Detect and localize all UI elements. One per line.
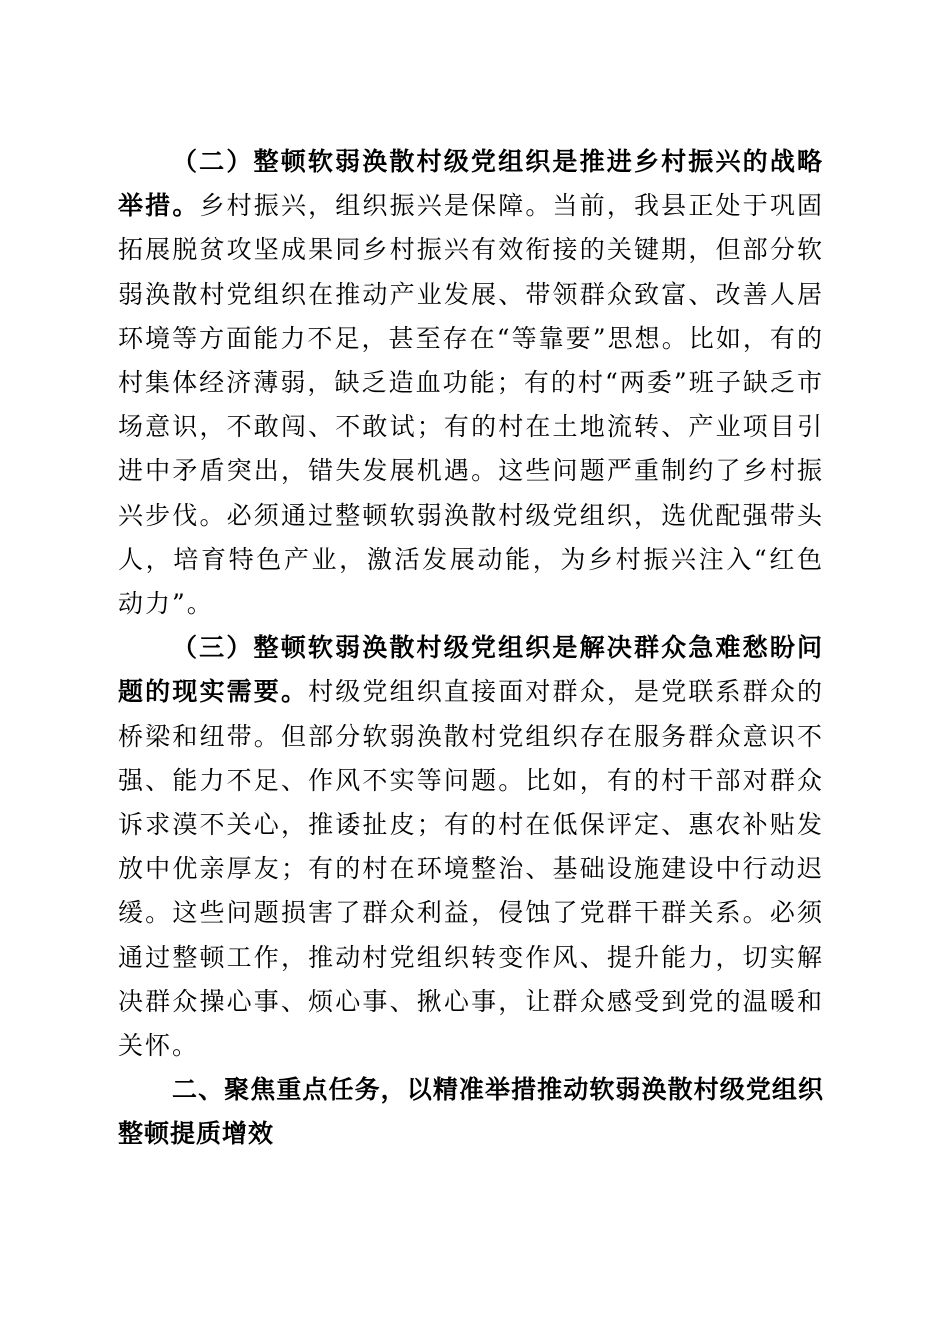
paragraph-section-3 (118, 626, 824, 1068)
paragraph-section-2-lead: （二）整顿软弱涣散村级党组织是推进乡村振兴的战略举措。 (118, 147, 824, 221)
document-body (118, 140, 824, 1157)
paragraph-section-2-body: 乡村振兴，组织振兴是保障。当前，我县正处于巩固拓展脱贫攻坚成果同乡村振兴有效衔接的关键期，但部分软弱涣散村党组织在推动产业发展、带领群众致富、改善人居环境等方面能力不足，甚至存在“等靠要”思想。比如，有的村集体经济薄弱，缺乏造血功能；有的村“两委”班子缺乏市场意识，不敢闯、不敢试；有的村在土地流转、产业项目引进中矛盾突出，错失发展机遇。这些问题严重制约了乡村振兴步伐。必须通过整顿软弱涣散村级党组织，选优配强带头人，培育特色产业，激活发展动能，为乡村振兴注入“红色动力”。 (118, 191, 824, 619)
paragraph-section-2 (118, 140, 824, 626)
paragraph-section-3-lead: （三）整顿软弱涣散村级党组织是解决群众急难愁盼问题的现实需要。 (118, 633, 824, 707)
section-heading-2: 二、聚焦重点任务，以精准举措推动软弱涣散村级党组织整顿提质增效 (118, 1075, 824, 1149)
paragraph-section-3-body: 村级党组织直接面对群众，是党联系群众的桥梁和纽带。但部分软弱涣散村党组织存在服务群众意识不强、能力不足、作风不实等问题。比如，有的村干部对群众诉求漠不关心，推诿扯皮；有的村在低保评定、惠农补贴发放中优亲厚友；有的村在环境整治、基础设施建设中行动迟缓。这些问题损害了群众利益，侵蚀了党群干群关系。必须通过整顿工作，推动村党组织转变作风、提升能力，切实解决群众操心事、烦心事、揪心事，让群众感受到党的温暖和关怀。 (118, 677, 824, 1061)
